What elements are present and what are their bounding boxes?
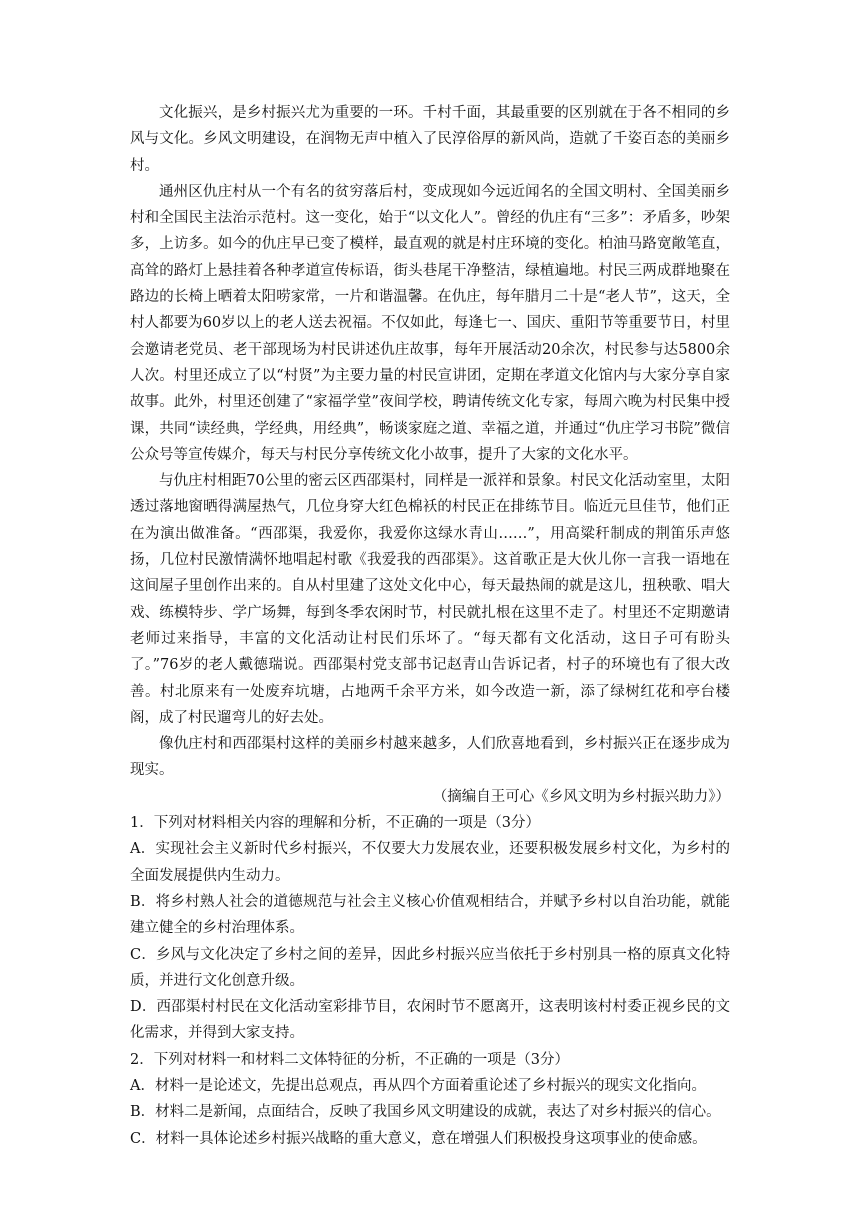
document-page: [130, 100, 730, 1152]
article: [130, 100, 730, 810]
question-2: [130, 1047, 730, 1152]
question-1-option-d: D．西邵渠村村民在文化活动室彩排节目，农闲时节不愿离开，这表明该村村委正视乡民的文化需求，并得到大家支持。: [130, 999, 730, 1042]
question-1-stem: 1．下列对材料相关内容的理解和分析，不正确的一项是（3分）: [130, 815, 540, 832]
question-1-option-c: C．乡风与文化决定了乡村之间的差异，因此乡村振兴应当依托于乡村别具一格的原真文化特质，并进行文化创意升级。: [130, 946, 730, 989]
question-1-option-a: A．实现社会主义新时代乡村振兴，不仅要大力发展农业，还要积极发展乡村文化，为乡村的全面发展提供内生动力。: [130, 841, 730, 884]
question-1: [130, 810, 730, 1047]
article-paragraph-2: 通州区仇庄村从一个有名的贫穷落后村，变成现如今远近闻名的全国文明村、全国美丽乡村和全国民主法治示范村。这一变化，始于“以文化人”。曾经的仇庄有“三多”：矛盾多，吵架多，上访多。如今的仇庄早已变了模样，最直观的就是村庄环境的变化。柏油马路宽敞笔直，高耸的路灯上悬挂着各种孝道宣传标语，街头巷尾干净整洁，绿植遍地。村民三两成群地聚在路边的长椅上晒着太阳唠家常，一片和谐温馨。在仇庄，每年腊月二十是“老人节”，这天，全村人都要为60岁以上的老人送去祝福。不仅如此，每逢七一、国庆、重阳节等重要节日，村里会邀请老党员、老干部现场为村民讲述仇庄故事，每年开展活动20余次，村民参与达5800余人次。村里还成立了以“村贤”为主要力量的村民宣讲团，定期在孝道文化馆内与大家分享自家故事。此外，村里还创建了“家福学堂”夜间学校，聘请传统文化专家，每周六晚为村民集中授课，共同“读经典，学经典，用经典”，畅谈家庭之道、幸福之道，并通过“仇庄学习书院”微信公众号等宣传媒介，每天与村民分享传统文化小故事，提升了大家的文化水平。: [130, 183, 730, 463]
question-2-stem: 2．下列对材料一和材料二文体特征的分析，不正确的一项是（3分）: [130, 1051, 569, 1068]
article-source: （摘编自王可心《乡风文明为乡村振兴助力》）: [432, 788, 730, 805]
article-paragraph-3: 与仇庄村相距70公里的密云区西邵渠村，同样是一派祥和景象。村民文化活动室里，太阳透过落地窗晒得满屋热气，几位身穿大红色棉袄的村民正在排练节目。临近元旦佳节，他们正在为演出做准备。“西邵渠，我爱你，我爱你这绿水青山……”，用高粱秆制成的荆笛乐声悠扬，几位村民激情满怀地唱起村歌《我爱我的西邵渠》。这首歌正是大伙儿你一言我一语地在这间屋子里创作出来的。自从村里建了这处文化中心，每天最热闹的就是这儿，扭秧歌、唱大戏、练模特步、学广场舞，每到冬季农闲时节，村民就扎根在这里不走了。村里还不定期邀请老师过来指导，丰富的文化活动让村民们乐坏了。“每天都有文化活动，这日子可有盼头了。”76岁的老人戴德瑞说。西邵渠村党支部书记赵青山告诉记者，村子的环境也有了很大改善。村北原来有一处废弃坑塘，占地两千余平方米，如今改造一新，添了绿树红花和亭台楼阁，成了村民遛弯儿的好去处。: [130, 473, 730, 726]
article-paragraph-1: 文化振兴，是乡村振兴尤为重要的一环。千村千面，其最重要的区别就在于各不相同的乡风与文化。乡风文明建设，在润物无声中植入了民淳俗厚的新风尚，造就了千姿百态的美丽乡村。: [130, 105, 730, 174]
question-1-option-b: B．将乡村熟人社会的道德规范与社会主义核心价值观相结合，并赋予乡村以自治功能，就能建立健全的乡村治理体系。: [130, 893, 730, 937]
question-2-option-b: B．材料二是新闻，点面结合，反映了我国乡风文明建设的成就，表达了对乡村振兴的信心。: [130, 1104, 721, 1121]
question-2-option-a: A．材料一是论述文，先提出总观点，再从四个方面着重论述了乡村振兴的现实文化指向。: [130, 1077, 706, 1094]
article-paragraph-4: 像仇庄村和西邵渠村这样的美丽乡村越来越多，人们欣喜地看到，乡村振兴正在逐步成为现实。: [130, 736, 730, 779]
question-2-option-c: C．材料一具体论述乡村振兴战略的重大意义，意在增强人们积极投身这项事业的使命感。: [130, 1130, 707, 1147]
